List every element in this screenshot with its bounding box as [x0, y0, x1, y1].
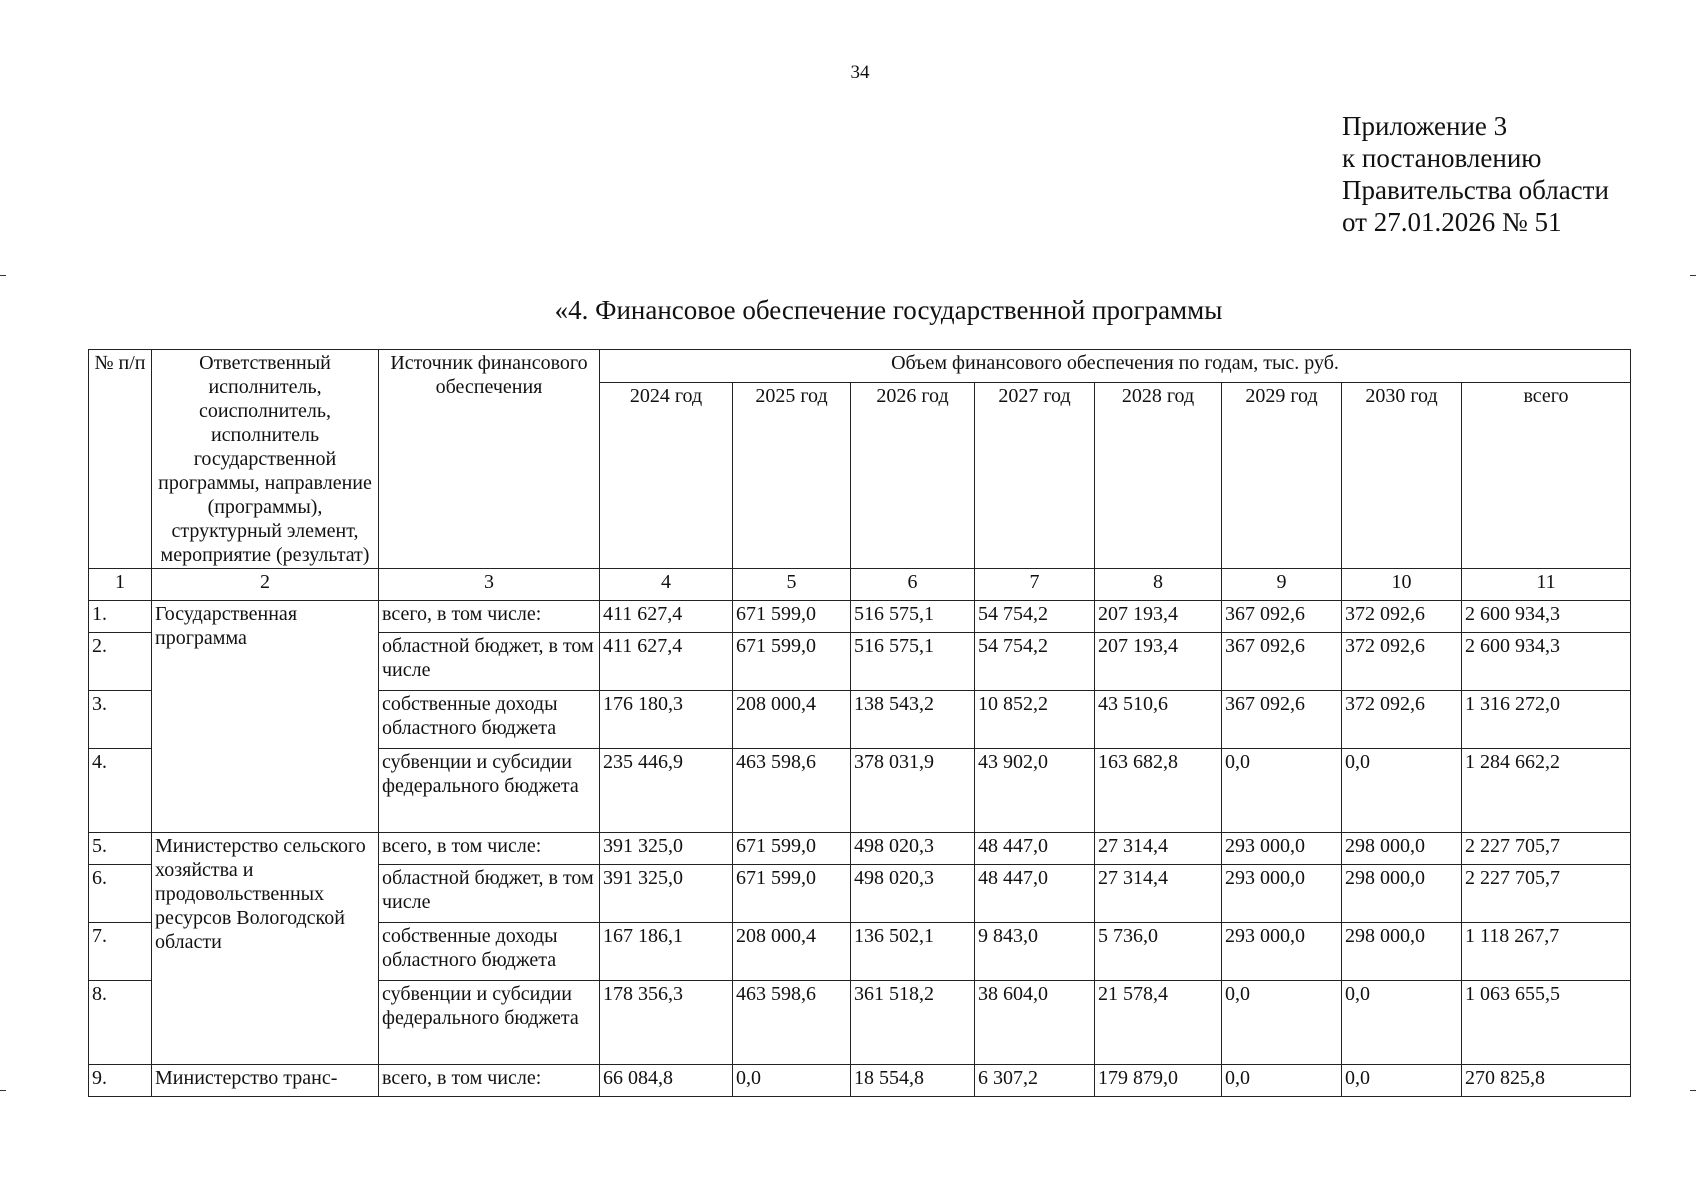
header-volume: Объем финансового обеспечения по годам, тыс. руб.	[600, 350, 1631, 383]
row-value: 378 031,9	[851, 749, 975, 833]
row-value: 43 510,6	[1095, 691, 1222, 749]
row-value: 167 186,1	[600, 923, 733, 981]
row-value: 138 543,2	[851, 691, 975, 749]
row-value: 18 554,8	[851, 1065, 975, 1097]
row-total: 2 600 934,3	[1462, 633, 1631, 691]
row-value: 48 447,0	[975, 865, 1095, 923]
margin-mark	[0, 275, 6, 276]
appendix-block	[1342, 110, 1609, 238]
column-number: 1	[89, 569, 152, 601]
row-value: 0,0	[1222, 749, 1342, 833]
header-year: 2030 год	[1342, 383, 1462, 569]
row-number: 9.	[89, 1065, 152, 1097]
row-value: 27 314,4	[1095, 833, 1222, 865]
row-value: 0,0	[1342, 749, 1462, 833]
row-total: 2 600 934,3	[1462, 601, 1631, 633]
row-total: 270 825,8	[1462, 1065, 1631, 1097]
row-value: 6 307,2	[975, 1065, 1095, 1097]
row-total: 1 284 662,2	[1462, 749, 1631, 833]
row-value: 9 843,0	[975, 923, 1095, 981]
row-value: 235 446,9	[600, 749, 733, 833]
row-value: 361 518,2	[851, 981, 975, 1065]
row-value: 298 000,0	[1342, 833, 1462, 865]
header-year: 2026 год	[851, 383, 975, 569]
row-value: 516 575,1	[851, 601, 975, 633]
page-number: 34	[850, 62, 870, 83]
row-value: 27 314,4	[1095, 865, 1222, 923]
header-year: 2024 год	[600, 383, 733, 569]
row-number: 8.	[89, 981, 152, 1065]
row-value: 411 627,4	[600, 633, 733, 691]
row-value: 66 084,8	[600, 1065, 733, 1097]
row-value: 671 599,0	[733, 833, 851, 865]
appendix-line: к постановлению	[1342, 143, 1542, 173]
document-title: «4. Финансовое обеспечение государственной программы	[554, 295, 1223, 325]
row-value: 367 092,6	[1222, 601, 1342, 633]
row-value: 5 736,0	[1095, 923, 1222, 981]
header-executor: Ответственный исполнитель, соисполнитель, исполнитель государственной программы, направление (программы), структурный элемент, мероприятие (результат)	[152, 350, 379, 569]
row-source: всего, в том числе:	[379, 1065, 600, 1097]
row-value: 207 193,4	[1095, 601, 1222, 633]
row-value: 372 092,6	[1342, 691, 1462, 749]
appendix-line: Правительства области	[1342, 175, 1609, 205]
row-total: 1 118 267,7	[1462, 923, 1631, 981]
row-source: собственные доходы областного бюджета	[379, 923, 600, 981]
margin-mark	[0, 1090, 6, 1091]
column-number: 3	[379, 569, 600, 601]
appendix-line: Приложение 3	[1342, 111, 1508, 141]
row-total: 2 227 705,7	[1462, 865, 1631, 923]
table-row	[89, 833, 1631, 865]
row-value: 293 000,0	[1222, 833, 1342, 865]
row-value: 179 879,0	[1095, 1065, 1222, 1097]
column-number: 10	[1342, 569, 1462, 601]
row-value: 21 578,4	[1095, 981, 1222, 1065]
header-year: 2029 год	[1222, 383, 1342, 569]
row-value: 43 902,0	[975, 749, 1095, 833]
row-number: 6.	[89, 865, 152, 923]
row-value: 38 604,0	[975, 981, 1095, 1065]
row-source: собственные доходы областного бюджета	[379, 691, 600, 749]
row-source: всего, в том числе:	[379, 601, 600, 633]
row-number: 2.	[89, 633, 152, 691]
row-executor: Министерство сельского хозяйства и продовольственных ресурсов Вологодской области	[152, 833, 379, 1065]
row-value: 498 020,3	[851, 833, 975, 865]
row-value: 516 575,1	[851, 633, 975, 691]
margin-mark	[1690, 1090, 1696, 1091]
row-source: субвенции и субсидии федерального бюджета	[379, 749, 600, 833]
column-number: 6	[851, 569, 975, 601]
column-number: 9	[1222, 569, 1342, 601]
row-source: субвенции и субсидии федерального бюджета	[379, 981, 600, 1065]
row-executor: Министерство транс-	[152, 1065, 379, 1097]
row-number: 7.	[89, 923, 152, 981]
row-value: 178 356,3	[600, 981, 733, 1065]
header-year: 2028 год	[1095, 383, 1222, 569]
appendix-line: от 27.01.2026 № 51	[1342, 207, 1562, 237]
row-value: 463 598,6	[733, 749, 851, 833]
financing-table	[88, 349, 1631, 1097]
header-total: всего	[1462, 383, 1631, 569]
row-value: 671 599,0	[733, 601, 851, 633]
row-value: 411 627,4	[600, 601, 733, 633]
row-value: 163 682,8	[1095, 749, 1222, 833]
column-number: 8	[1095, 569, 1222, 601]
header-year: 2027 год	[975, 383, 1095, 569]
row-value: 298 000,0	[1342, 923, 1462, 981]
row-value: 293 000,0	[1222, 865, 1342, 923]
row-value: 208 000,4	[733, 923, 851, 981]
row-value: 0,0	[1342, 1065, 1462, 1097]
row-value: 48 447,0	[975, 833, 1095, 865]
row-value: 136 502,1	[851, 923, 975, 981]
margin-mark	[1690, 275, 1696, 276]
row-source: всего, в том числе:	[379, 833, 600, 865]
row-value: 0,0	[733, 1065, 851, 1097]
row-value: 0,0	[1222, 981, 1342, 1065]
row-value: 0,0	[1222, 1065, 1342, 1097]
row-value: 0,0	[1342, 981, 1462, 1065]
row-value: 372 092,6	[1342, 633, 1462, 691]
row-number: 5.	[89, 833, 152, 865]
row-number: 1.	[89, 601, 152, 633]
row-value: 671 599,0	[733, 633, 851, 691]
column-number: 4	[600, 569, 733, 601]
row-value: 391 325,0	[600, 865, 733, 923]
row-value: 298 000,0	[1342, 865, 1462, 923]
row-value: 463 598,6	[733, 981, 851, 1065]
row-value: 293 000,0	[1222, 923, 1342, 981]
row-source: областной бюджет, в том числе	[379, 865, 600, 923]
header-num: № п/п	[89, 350, 152, 569]
row-value: 498 020,3	[851, 865, 975, 923]
row-total: 1 316 272,0	[1462, 691, 1631, 749]
row-value: 372 092,6	[1342, 601, 1462, 633]
header-year: 2025 год	[733, 383, 851, 569]
column-number: 2	[152, 569, 379, 601]
row-value: 208 000,4	[733, 691, 851, 749]
row-value: 54 754,2	[975, 633, 1095, 691]
row-value: 207 193,4	[1095, 633, 1222, 691]
row-value: 671 599,0	[733, 865, 851, 923]
row-number: 4.	[89, 749, 152, 833]
row-value: 54 754,2	[975, 601, 1095, 633]
row-value: 367 092,6	[1222, 633, 1342, 691]
row-value: 176 180,3	[600, 691, 733, 749]
column-number: 7	[975, 569, 1095, 601]
column-number: 5	[733, 569, 851, 601]
row-executor: Государственная программа	[152, 601, 379, 833]
row-source: областной бюджет, в том числе	[379, 633, 600, 691]
row-value: 10 852,2	[975, 691, 1095, 749]
row-total: 2 227 705,7	[1462, 833, 1631, 865]
header-source: Источник финансового обеспечения	[379, 350, 600, 569]
table-row	[89, 601, 1631, 633]
column-number: 11	[1462, 569, 1631, 601]
table-row	[89, 1065, 1631, 1097]
row-number: 3.	[89, 691, 152, 749]
row-value: 391 325,0	[600, 833, 733, 865]
row-value: 367 092,6	[1222, 691, 1342, 749]
row-total: 1 063 655,5	[1462, 981, 1631, 1065]
